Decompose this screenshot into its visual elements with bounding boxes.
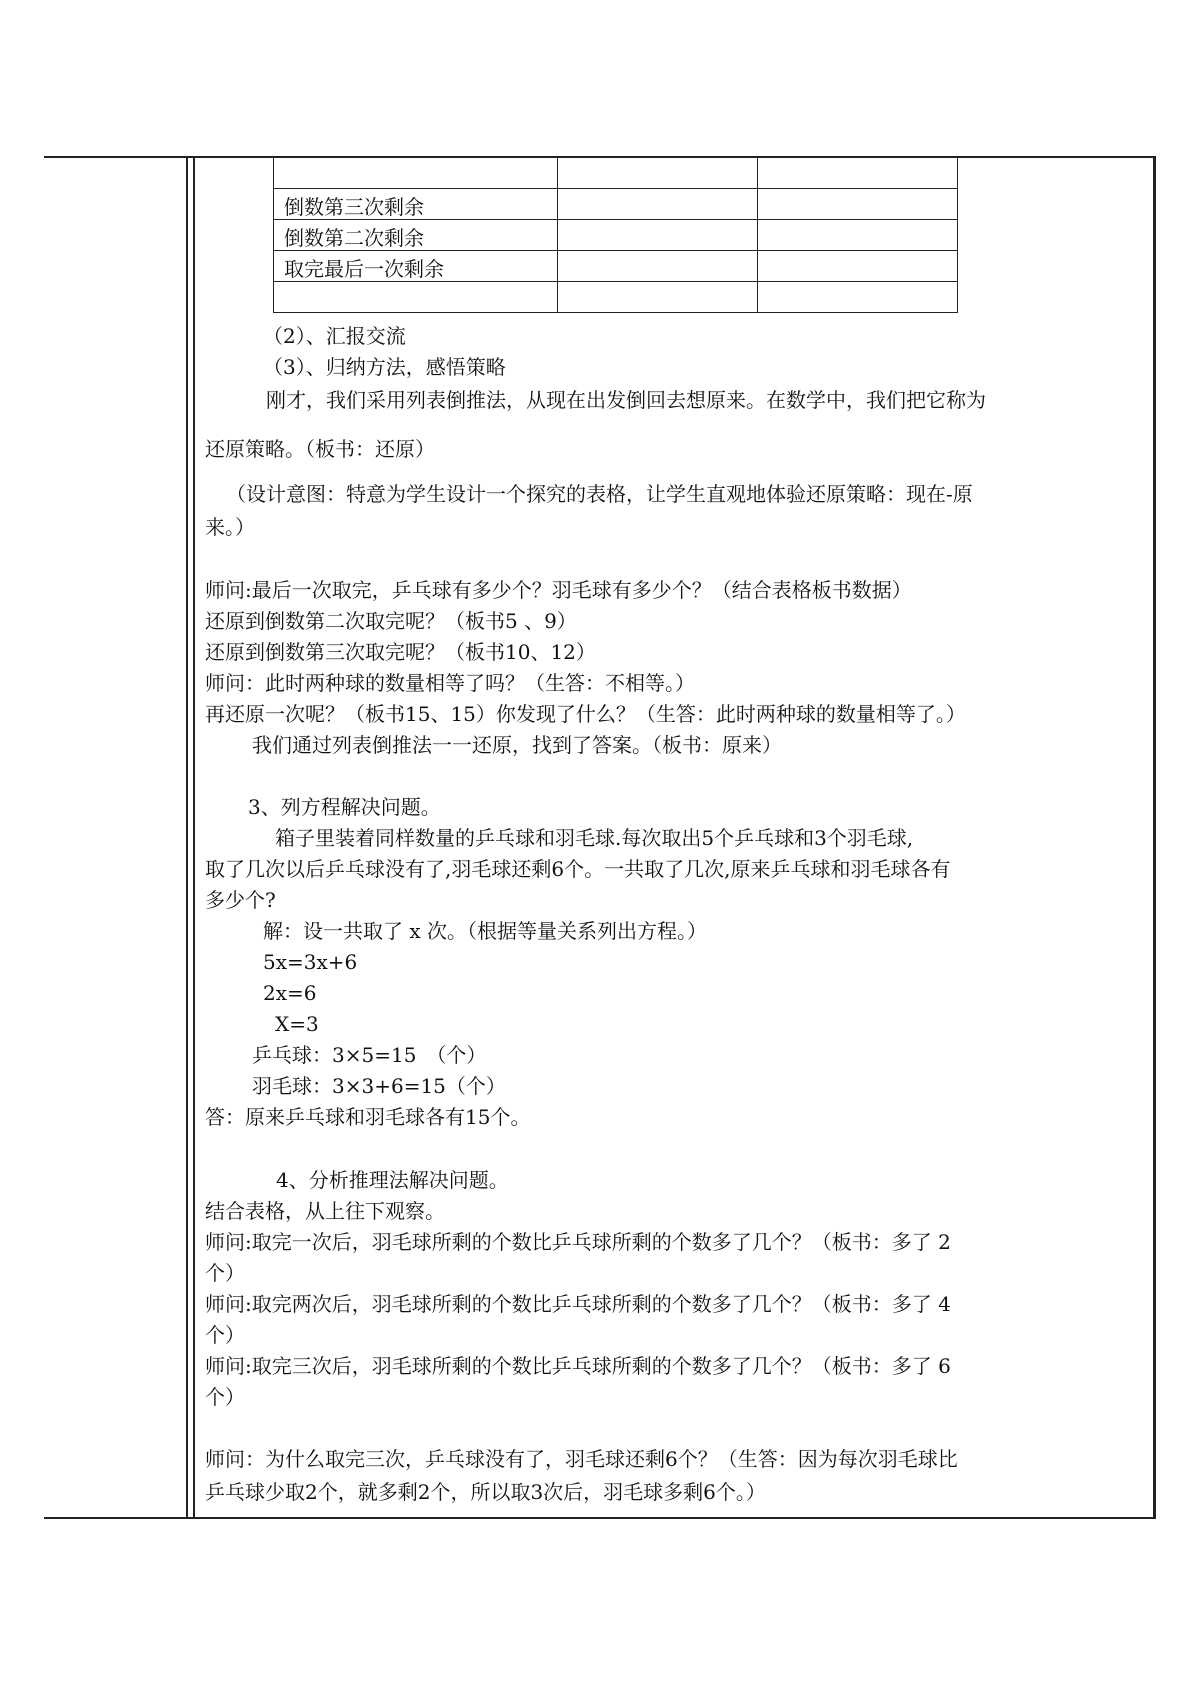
equation-3: X=3 [275,1012,319,1036]
table-cell: 倒数第二次剩余 [274,220,558,251]
badminton-result: 羽毛球：3×3+6=15（个） [252,1074,506,1098]
section-4-question-1a: 师问:取完一次后，羽毛球所剩的个数比乒乓球所剩的个数多了几个？（板书：多了 2 [205,1230,951,1254]
outer-table-right-border [1153,156,1156,1518]
table-row [274,158,958,189]
summarize-heading: （3）、归纳方法，感悟策略 [263,355,506,379]
table-row [274,251,958,282]
outer-table-column-divider [186,156,188,1518]
question-2: 还原到倒数第二次取完呢？（板书5 、9） [205,609,577,633]
table-cell [558,251,758,282]
question-3: 还原到倒数第三次取完呢？（板书10、12） [205,640,596,664]
section-3-problem-3: 多少个? [205,888,276,912]
equation-1: 5x=3x+6 [263,950,358,974]
final-question-a: 师问：为什么取完三次，乒乓球没有了，羽毛球还剩6个？（生答：因为每次羽毛球比 [205,1447,958,1471]
question-5: 再还原一次呢？（板书15、15）你发现了什么？（生答：此时两种球的数量相等了。） [205,702,966,726]
outer-table-column-divider-2 [193,156,195,1518]
table-cell [274,158,558,189]
question-6: 我们通过列表倒推法一一还原，找到了答案。（板书：原来） [252,733,782,757]
section-3-title: 3、列方程解决问题。 [248,795,441,819]
table-cell [558,158,758,189]
design-intent-line-1: （设计意图：特意为学生设计一个探究的表格，让学生直观地体验还原策略：现在-原 [226,482,973,506]
section-4-question-3a: 师问:取完三次后，羽毛球所剩的个数比乒乓球所剩的个数多了几个？（板书：多了 6 [205,1354,951,1378]
table-cell [274,282,558,313]
section-3-problem-1: 箱子里装着同样数量的乒乓球和羽毛球.每次取出5个乒乓球和3个羽毛球, [275,826,914,850]
question-4: 师问：此时两种球的数量相等了吗？（生答：不相等。） [205,671,695,695]
solution-setup: 解：设一共取了 x 次。（根据等量关系列出方程。） [263,919,707,943]
outer-table-bottom-border [44,1517,1156,1519]
question-1: 师问:最后一次取完，乒乓球有多少个？羽毛球有多少个？（结合表格板书数据） [205,578,912,602]
table-cell [758,282,958,313]
table-row [274,220,958,251]
equation-2: 2x=6 [263,981,317,1005]
table-row [274,189,958,220]
section-4-question-2b: 个） [205,1323,245,1347]
table-cell [758,251,958,282]
table-cell [758,189,958,220]
table-cell: 取完最后一次剩余 [274,251,558,282]
section-3-problem-2: 取了几次以后乒乓球没有了,羽毛球还剩6个。一共取了几次,原来乒乓球和羽毛球各有 [205,857,951,881]
section-4-line-1: 结合表格，从上往下观察。 [205,1199,445,1223]
table-cell: 倒数第三次剩余 [274,189,558,220]
report-heading: （2）、汇报交流 [263,324,406,348]
table-row [274,282,958,313]
explain-line-1: 刚才，我们采用列表倒推法，从现在出发倒回去想原来。在数学中，我们把它称为 [266,388,986,412]
section-4-question-3b: 个） [205,1385,245,1409]
design-intent-line-2: 来。） [205,515,255,539]
answer-line: 答：原来乒乓球和羽毛球各有15个。 [205,1105,531,1129]
table-cell [758,220,958,251]
explain-line-2: 还原策略。（板书：还原） [205,437,435,461]
table-cell [558,282,758,313]
table-cell [558,220,758,251]
table-cell [758,158,958,189]
section-4-title: 4、分析推理法解决问题。 [276,1168,509,1192]
table-cell [558,189,758,220]
inner-table [273,157,958,313]
section-4-question-1b: 个） [205,1261,245,1285]
section-4-question-2a: 师问:取完两次后，羽毛球所剩的个数比乒乓球所剩的个数多了几个？（板书：多了 4 [205,1292,951,1316]
pingpong-result: 乒乓球：3×5=15 （个） [252,1043,487,1067]
final-question-b: 乒乓球少取2个，就多剩2个，所以取3次后，羽毛球多剩6个。） [205,1480,766,1504]
